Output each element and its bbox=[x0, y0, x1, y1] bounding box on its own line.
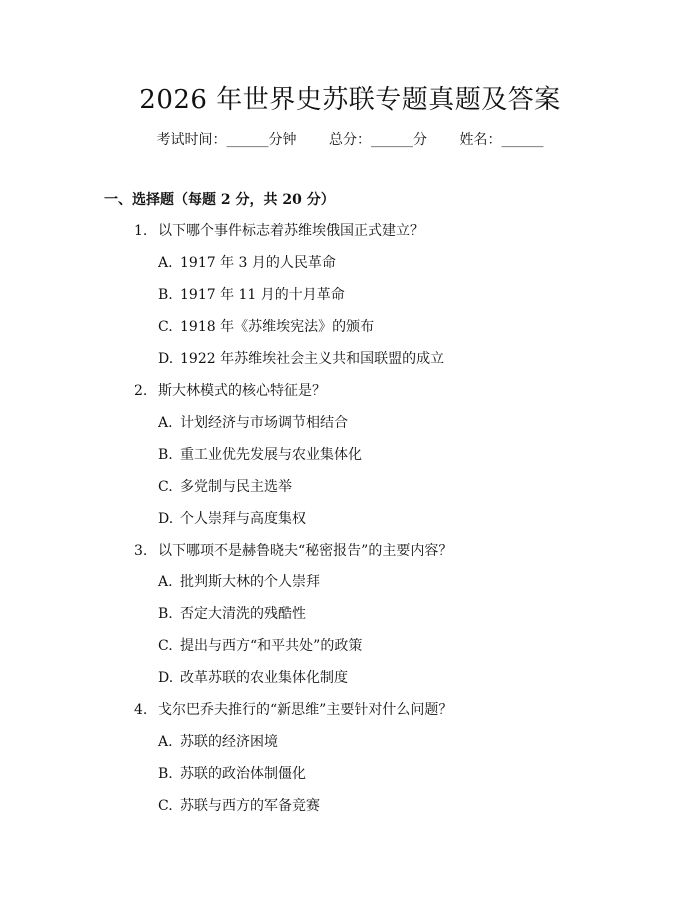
option-text: 否定大清洗的残酷性 bbox=[180, 606, 306, 622]
option-text: 提出与西方“和平共处”的政策 bbox=[180, 638, 363, 654]
option-text: 1922 年苏维埃社会主义共和国联盟的成立 bbox=[180, 351, 445, 367]
option-letter: C. bbox=[158, 638, 173, 654]
question-2-option-d bbox=[158, 508, 306, 530]
option-letter: A. bbox=[158, 574, 173, 590]
question-2-option-b bbox=[158, 444, 362, 466]
option-letter: A. bbox=[158, 415, 173, 431]
option-text: 苏联与西方的军备竞赛 bbox=[180, 798, 320, 814]
exam-time-field: 考试时间：______分钟 bbox=[156, 132, 297, 148]
question-number: 4. bbox=[134, 702, 148, 718]
option-text: 个人崇拜与高度集权 bbox=[180, 511, 306, 527]
question-text: 以下哪项不是赫鲁晓夫“秘密报告”的主要内容？ bbox=[158, 543, 453, 559]
question-3-option-a bbox=[158, 571, 320, 593]
option-text: 批判斯大林的个人崇拜 bbox=[180, 574, 320, 590]
question-3-option-b bbox=[158, 603, 306, 625]
question-2-option-a bbox=[158, 412, 348, 434]
option-letter: B. bbox=[158, 447, 173, 463]
question-4-option-a bbox=[158, 731, 278, 753]
option-letter: C. bbox=[158, 479, 173, 495]
section-heading: 一、选择题（每题 2 分，共 20 分） bbox=[104, 192, 335, 208]
question-number: 1. bbox=[134, 223, 148, 239]
option-text: 苏联的经济困境 bbox=[180, 734, 278, 750]
option-text: 多党制与民主选举 bbox=[180, 479, 292, 495]
option-text: 1917 年 3 月的人民革命 bbox=[180, 255, 336, 271]
question-text: 斯大林模式的核心特征是？ bbox=[158, 383, 326, 399]
question-4-option-b bbox=[158, 763, 306, 785]
question-number: 2. bbox=[134, 383, 148, 399]
option-letter: A. bbox=[158, 734, 173, 750]
option-letter: D. bbox=[158, 511, 174, 527]
option-text: 1918 年《苏维埃宪法》的颁布 bbox=[180, 319, 375, 335]
page-title: 2026 年世界史苏联专题真题及答案 bbox=[139, 85, 561, 115]
question-1-option-a bbox=[158, 252, 336, 274]
option-text: 改革苏联的农业集体化制度 bbox=[180, 670, 348, 686]
option-letter: C. bbox=[158, 319, 173, 335]
question-text: 以下哪个事件标志着苏维埃俄国正式建立？ bbox=[158, 223, 424, 239]
option-letter: A. bbox=[158, 255, 173, 271]
question-3 bbox=[134, 540, 452, 562]
question-1-option-c bbox=[158, 316, 374, 338]
question-2 bbox=[134, 380, 326, 402]
question-3-option-d bbox=[158, 667, 348, 689]
student-name-field: 姓名：______ bbox=[459, 132, 544, 148]
exam-meta bbox=[0, 129, 700, 151]
option-letter: D. bbox=[158, 351, 174, 367]
question-3-option-c bbox=[158, 635, 362, 657]
option-letter: B. bbox=[158, 766, 173, 782]
total-score-field: 总分：______分 bbox=[329, 132, 427, 148]
question-2-option-c bbox=[158, 476, 292, 498]
option-text: 1917 年 11 月的十月革命 bbox=[180, 287, 345, 303]
question-number: 3. bbox=[134, 543, 148, 559]
option-letter: B. bbox=[158, 606, 173, 622]
option-letter: B. bbox=[158, 287, 173, 303]
question-1 bbox=[134, 220, 424, 242]
option-text: 重工业优先发展与农业集体化 bbox=[180, 447, 362, 463]
question-4 bbox=[134, 699, 452, 721]
option-text: 计划经济与市场调节相结合 bbox=[180, 415, 348, 431]
question-text: 戈尔巴乔夫推行的“新思维”主要针对什么问题？ bbox=[158, 702, 453, 718]
question-1-option-d bbox=[158, 348, 444, 370]
option-letter: D. bbox=[158, 670, 174, 686]
question-4-option-c bbox=[158, 795, 320, 817]
question-1-option-b bbox=[158, 284, 345, 306]
option-letter: C. bbox=[158, 798, 173, 814]
option-text: 苏联的政治体制僵化 bbox=[180, 766, 306, 782]
